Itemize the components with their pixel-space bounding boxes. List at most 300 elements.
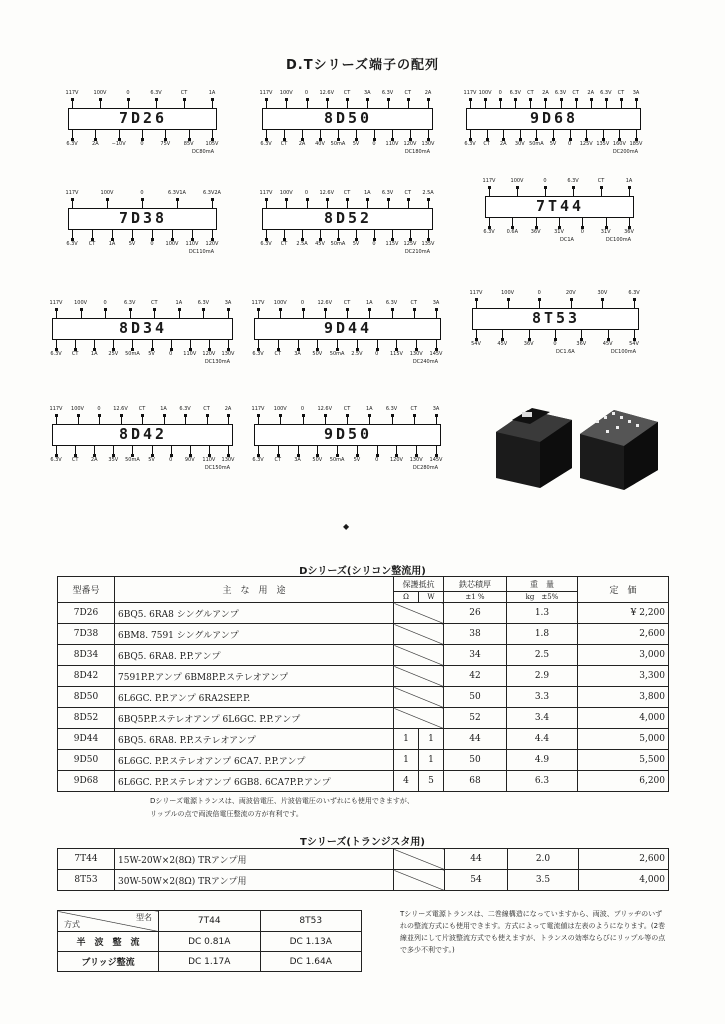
bottom-terminal-label: 35V xyxy=(108,457,119,463)
terminal-dot xyxy=(94,138,97,141)
bridge-8t53: DC 1.64A xyxy=(260,952,362,972)
top-terminal-label: 100V xyxy=(71,406,84,412)
terminal-dot xyxy=(71,98,74,101)
top-terminal-label: CT xyxy=(203,406,210,412)
diagram-7T44 xyxy=(482,176,635,246)
terminal-dot xyxy=(620,98,623,101)
top-terminal-label: 100V xyxy=(279,190,293,196)
terminal-dot xyxy=(535,138,538,141)
cell-model: 9D44 xyxy=(58,729,115,750)
bottom-terminal-label: 6.3V xyxy=(464,141,476,147)
terminal-dot xyxy=(435,454,438,457)
dc-rating: DC80mA xyxy=(192,149,214,155)
cell-model: 8D50 xyxy=(58,687,115,708)
corner-top: 型名 xyxy=(136,913,152,922)
top-terminal-label: 1A xyxy=(625,178,633,184)
terminal-dot xyxy=(99,98,102,101)
cell-price: 3,800 xyxy=(578,687,669,708)
cell-core: 50 xyxy=(444,687,507,708)
terminal-dot xyxy=(120,414,123,417)
cell-watt: 1 xyxy=(419,729,444,750)
bottom-terminal-label: 6.3V xyxy=(66,141,78,147)
bottom-terminal-label: CT xyxy=(274,457,282,463)
top-terminal-label: 0 xyxy=(140,190,144,196)
top-terminal-label: 2A xyxy=(224,406,232,412)
terminal-dot xyxy=(178,308,181,311)
bottom-terminal-label: 0 xyxy=(580,229,584,235)
terminal-dot xyxy=(279,414,282,417)
terminal-dot xyxy=(118,138,121,141)
terminal-dot xyxy=(544,98,547,101)
terminal-dot xyxy=(141,198,144,201)
cell-price: 5,000 xyxy=(578,729,669,750)
bridge-7t44: DC 1.17A xyxy=(159,952,261,972)
bottom-terminal-label: 105V xyxy=(205,141,219,147)
row-half-wave: 半 波 整 流 xyxy=(58,932,159,952)
terminal-dot xyxy=(326,198,329,201)
cell-weight: 4.9 xyxy=(507,750,578,771)
cell-core: 42 xyxy=(444,666,507,687)
cell-price: 2,600 xyxy=(579,849,669,870)
bottom-terminal-label: 160V xyxy=(612,141,626,147)
bottom-terminal-label: 5V xyxy=(352,141,360,147)
diagram-9D68 xyxy=(463,88,643,158)
bottom-terminal-label: 115V xyxy=(389,351,403,357)
top-terminal-label: 3A xyxy=(224,300,232,306)
diagram-8D42 xyxy=(49,404,235,474)
cell-ohm: 1 xyxy=(394,729,419,750)
terminal-dot xyxy=(202,308,205,311)
cell-model: 8T53 xyxy=(58,870,115,891)
bottom-terminal-label: CT xyxy=(280,241,288,247)
terminal-dot xyxy=(151,348,154,351)
top-terminal-label: CT xyxy=(572,90,579,96)
cell-protection-none xyxy=(394,624,444,645)
bottom-terminal-label: 31V xyxy=(554,229,564,235)
cell-weight: 2.9 xyxy=(507,666,578,687)
table-row xyxy=(58,729,669,750)
th-weight: 重 量 xyxy=(507,577,578,592)
top-terminal-label: CT xyxy=(343,300,351,306)
terminal-dot xyxy=(628,226,631,229)
bottom-terminal-label: 50mA xyxy=(125,457,140,463)
terminal-dot xyxy=(407,198,410,201)
row-bridge: ブリッジ整流 xyxy=(58,952,159,972)
diagram-name: 9D44 xyxy=(323,319,373,337)
cell-model: 8D42 xyxy=(58,666,115,687)
cell-weight: 4.4 xyxy=(507,729,578,750)
terminal-dot xyxy=(569,138,572,141)
th-protection: 保護抵抗 xyxy=(394,577,444,592)
terminal-dot xyxy=(391,238,394,241)
bottom-terminal-label: CT xyxy=(483,141,490,147)
terminal-dot xyxy=(635,98,638,101)
terminal-dot xyxy=(572,186,575,189)
diagram-name: 9D50 xyxy=(323,425,373,443)
th-use: 主 な 用 途 xyxy=(115,577,394,603)
terminal-dot xyxy=(488,186,491,189)
top-terminal-label: 12.6V xyxy=(319,90,335,96)
ornament-mark: ◆ xyxy=(343,522,350,531)
terminal-dot xyxy=(91,238,94,241)
terminal-dot xyxy=(469,98,472,101)
terminal-dot xyxy=(346,98,349,101)
top-terminal-label: 100V xyxy=(510,178,524,184)
bottom-terminal-label: CT xyxy=(88,241,96,247)
terminal-dot xyxy=(191,238,194,241)
diagram-name: 8D42 xyxy=(118,425,168,443)
cell-watt: 1 xyxy=(419,750,444,771)
cell-ohm: 4 xyxy=(394,771,419,792)
top-terminal-label: 3A xyxy=(432,300,440,306)
top-terminal-label: 0 xyxy=(498,90,502,96)
d-note-line2: リップルの点で両波倍電圧整流の方が有利です。 xyxy=(150,810,303,818)
top-terminal-label: 6.3V1A xyxy=(168,190,186,196)
cell-use: 6BQ5. 6RA8. P.P.ステレオアンプ xyxy=(115,729,394,750)
terminal-dot xyxy=(98,414,101,417)
bottom-terminal-label: 145V xyxy=(429,457,443,463)
top-terminal-label: 100V xyxy=(501,290,515,296)
terminal-dot xyxy=(409,238,412,241)
terminal-dot xyxy=(336,454,339,457)
dc-rating: DC180mA xyxy=(404,149,430,155)
top-terminal-label: 117V xyxy=(251,300,265,306)
bottom-terminal-label: 6.3V xyxy=(260,141,272,147)
terminal-dot xyxy=(366,198,369,201)
terminal-dot xyxy=(336,348,339,351)
terminal-dot xyxy=(544,186,547,189)
terminal-dot xyxy=(227,454,230,457)
t-series-table xyxy=(57,848,669,891)
bottom-terminal-label: 6.3V xyxy=(252,351,264,357)
terminal-dot xyxy=(435,414,438,417)
terminal-dot xyxy=(368,414,371,417)
table-row xyxy=(58,645,669,666)
terminal-dot xyxy=(356,348,359,351)
th-core-tol: ±1 % xyxy=(444,592,507,603)
top-terminal-label: 3A xyxy=(432,406,440,412)
terminal-dot xyxy=(155,98,158,101)
terminal-dot xyxy=(112,454,115,457)
terminal-dot xyxy=(208,454,211,457)
terminal-dot xyxy=(516,186,519,189)
cell-model: 7T44 xyxy=(58,849,115,870)
bottom-terminal-label: 30V xyxy=(514,141,525,147)
cell-core: 44 xyxy=(444,729,507,750)
diagram-name: 8D52 xyxy=(323,209,373,227)
top-terminal-label: CT xyxy=(404,90,412,96)
top-terminal-label: 3A xyxy=(363,90,371,96)
cell-core: 38 xyxy=(444,624,507,645)
cell-price: 4,000 xyxy=(578,708,669,729)
top-terminal-label: CT xyxy=(410,406,418,412)
cell-core: 34 xyxy=(444,645,507,666)
bottom-terminal-label: 130V xyxy=(221,457,235,463)
bottom-terminal-label: 6.3V xyxy=(66,241,78,247)
terminal-dot xyxy=(511,226,514,229)
terminal-dot xyxy=(104,308,107,311)
bottom-terminal-label: 90V xyxy=(184,457,195,463)
top-terminal-label: 117V xyxy=(463,90,477,96)
bottom-terminal-label: 120V xyxy=(389,457,403,463)
bottom-terminal-label: 6.3V xyxy=(260,241,272,247)
terminal-dot xyxy=(171,238,174,241)
terminal-dot xyxy=(488,226,491,229)
cell-weight: 3.3 xyxy=(507,687,578,708)
bottom-terminal-label: 5V xyxy=(549,141,557,147)
cell-protection-none xyxy=(394,666,444,687)
terminal-dot xyxy=(227,348,230,351)
top-terminal-label: 6.3V xyxy=(381,190,394,196)
bottom-terminal-label: 130V xyxy=(421,141,435,147)
bottom-terminal-label: 5V xyxy=(148,351,155,357)
top-terminal-label: 0 xyxy=(103,300,107,306)
terminal-dot xyxy=(80,308,83,311)
top-terminal-label: 6.3V2A xyxy=(203,190,221,196)
table-row xyxy=(58,708,669,729)
terminal-dot xyxy=(346,308,349,311)
top-terminal-label: 117V xyxy=(49,406,63,412)
top-terminal-label: 6.3V xyxy=(197,300,210,306)
terminal-dot xyxy=(319,138,322,141)
bottom-terminal-label: 0 xyxy=(372,141,376,147)
terminal-dot xyxy=(605,98,608,101)
bottom-terminal-label: 110V xyxy=(185,241,199,247)
terminal-dot xyxy=(55,414,58,417)
th-model: 型番号 xyxy=(58,577,115,603)
bottom-terminal-label: CT xyxy=(71,351,79,357)
t-series-note: Tシリーズ電源トランスは、二巻線構造になっていますから、両波、ブリッヂのいずれの整流方式にも使用できます。方式によって電流値は左表のようになります。(2巻線並列にして片波整流方式でも使えますが、トランスの効率ならびにリップル等の点で多少不利です。) xyxy=(400,910,666,954)
cell-use: 6BM8. 7591 シングルアンプ xyxy=(115,624,394,645)
corner-bottom: 方式 xyxy=(64,920,80,929)
terminal-dot xyxy=(93,454,96,457)
bottom-terminal-label: 1A xyxy=(108,241,116,247)
terminal-dot xyxy=(427,138,430,141)
bottom-terminal-label: 125V xyxy=(579,141,593,147)
terminal-dot xyxy=(356,454,359,457)
terminal-dot xyxy=(324,414,327,417)
terminal-dot xyxy=(415,348,418,351)
bottom-terminal-label: CT xyxy=(274,351,282,357)
dc-rating: DC100mA xyxy=(610,349,636,355)
diagram-7D26 xyxy=(65,88,219,158)
dc-rating: DC150mA xyxy=(204,465,230,471)
d-note-line1: Dシリーズ電源トランスは、両波倍電圧、片波倍電圧のいずれにも使用できますが、 xyxy=(150,797,414,805)
top-terminal-label: 1A xyxy=(365,300,373,306)
terminal-dot xyxy=(391,414,394,417)
bottom-terminal-label: 50V xyxy=(312,457,323,463)
cell-use: 6BQ5P.P.ステレオアンプ 6L6GC. P.P.アンプ xyxy=(115,708,394,729)
terminal-dot xyxy=(395,454,398,457)
d-series-table xyxy=(57,576,669,792)
bottom-terminal-label: 3A xyxy=(294,457,301,463)
terminal-dot xyxy=(427,238,430,241)
page-title: D.Tシリーズ端子の配列 xyxy=(286,58,439,73)
bottom-terminal-label: 120V xyxy=(205,241,219,247)
bottom-terminal-label: 50mA xyxy=(125,351,140,357)
top-terminal-label: CT xyxy=(404,190,412,196)
bottom-terminal-label: 1A xyxy=(90,351,98,357)
col-8t53: 8T53 xyxy=(260,911,362,932)
terminal-dot xyxy=(302,414,305,417)
bottom-terminal-label: 50mA xyxy=(529,141,544,147)
terminal-dot xyxy=(301,138,304,141)
terminal-dot xyxy=(131,238,134,241)
terminal-dot xyxy=(366,98,369,101)
cell-weight: 1.3 xyxy=(507,603,578,624)
top-terminal-label: 100V xyxy=(273,300,287,306)
bottom-terminal-label: 0 xyxy=(553,341,557,347)
bottom-terminal-label: 5V xyxy=(352,241,360,247)
terminal-dot xyxy=(601,298,604,301)
terminal-dot xyxy=(618,138,621,141)
bottom-terminal-label: CT xyxy=(71,457,79,463)
bottom-terminal-label: 36V xyxy=(523,341,534,347)
terminal-dot xyxy=(575,98,578,101)
bottom-terminal-label: 36V xyxy=(576,341,587,347)
terminal-dot xyxy=(265,238,268,241)
terminal-dot xyxy=(607,338,610,341)
terminal-dot xyxy=(297,348,300,351)
terminal-dot xyxy=(590,98,593,101)
rectification-method-table xyxy=(57,910,362,972)
cell-core: 44 xyxy=(445,849,508,870)
diagram-8D52 xyxy=(259,188,435,258)
bottom-terminal-label: 0 xyxy=(150,241,154,247)
top-terminal-label: 30V xyxy=(597,290,608,296)
top-terminal-label: 6.3V xyxy=(385,300,398,306)
terminal-dot xyxy=(552,138,555,141)
terminal-dot xyxy=(306,198,309,201)
terminal-dot xyxy=(316,348,319,351)
terminal-dot xyxy=(413,414,416,417)
terminal-dot xyxy=(337,238,340,241)
table-row xyxy=(58,849,669,870)
cell-price: 5,500 xyxy=(578,750,669,771)
bottom-terminal-label: 45V xyxy=(315,241,325,247)
cell-weight: 2.5 xyxy=(507,645,578,666)
terminal-dot xyxy=(395,348,398,351)
terminal-dot xyxy=(189,348,192,351)
terminal-dot xyxy=(535,226,538,229)
bottom-terminal-label: 5V xyxy=(148,457,155,463)
top-terminal-label: 117V xyxy=(259,90,273,96)
top-terminal-label: CT xyxy=(151,300,158,306)
terminal-dot xyxy=(285,198,288,201)
terminal-dot xyxy=(71,138,74,141)
diagram-8T53 xyxy=(469,288,640,358)
bottom-terminal-label: 3A xyxy=(294,351,301,357)
bottom-terminal-label: 36V xyxy=(530,229,541,235)
top-terminal-label: 0 xyxy=(304,90,309,96)
cell-core: 68 xyxy=(444,771,507,792)
table-row xyxy=(58,750,669,771)
terminal-dot xyxy=(558,226,561,229)
diagram-name: 9D68 xyxy=(529,109,579,127)
terminal-dot xyxy=(376,348,379,351)
terminal-dot xyxy=(111,238,114,241)
terminal-dot xyxy=(633,338,636,341)
terminal-dot xyxy=(211,198,214,201)
diagram-9D50 xyxy=(251,404,443,474)
cell-weight: 1.8 xyxy=(507,624,578,645)
terminal-dot xyxy=(112,348,115,351)
terminal-dot xyxy=(170,454,173,457)
table-row xyxy=(58,687,669,708)
cell-price: 3,300 xyxy=(578,666,669,687)
bottom-terminal-label: 100V xyxy=(165,241,179,247)
diagram-name: 8D34 xyxy=(118,319,168,337)
terminal-dot xyxy=(164,138,167,141)
bottom-terminal-label: 2A xyxy=(92,141,99,147)
terminal-dot xyxy=(373,138,376,141)
diagram-name: 8D50 xyxy=(323,109,373,127)
bottom-terminal-label: 135V xyxy=(421,241,435,247)
terminal-dot xyxy=(387,198,390,201)
bottom-terminal-label: 125V xyxy=(403,241,417,247)
top-terminal-label: 3A xyxy=(632,90,640,96)
bottom-terminal-label: 45V xyxy=(497,341,508,347)
cell-use: 6L6GC. P.P.ステレオアンプ 6GB8. 6CA7P.P.アンプ xyxy=(115,771,394,792)
top-terminal-label: 6.3V xyxy=(567,178,579,184)
terminal-dot xyxy=(257,414,260,417)
bottom-terminal-label: 54V xyxy=(471,341,481,347)
diagram-name: 7T44 xyxy=(535,197,585,215)
top-terminal-label: 0 xyxy=(300,406,305,412)
terminal-dot xyxy=(265,98,268,101)
bottom-terminal-label: 110V xyxy=(202,457,216,463)
top-terminal-label: 117V xyxy=(469,290,483,296)
terminal-dot xyxy=(435,308,438,311)
terminal-dot xyxy=(265,138,268,141)
terminal-dot xyxy=(279,308,282,311)
terminal-dot xyxy=(529,98,532,101)
top-terminal-label: 100V xyxy=(100,190,114,196)
terminal-dot xyxy=(129,308,132,311)
cell-model: 7D38 xyxy=(58,624,115,645)
bottom-terminal-label: 2A xyxy=(90,457,98,463)
cell-use: 30W-50W×2(8Ω) TRアンプ用 xyxy=(115,870,394,891)
terminal-dot xyxy=(316,454,319,457)
cell-price: ¥ 2,200 xyxy=(578,603,669,624)
terminal-dot xyxy=(319,238,322,241)
t-series-heading: Tシリーズ(トランジスタ用) xyxy=(300,837,425,848)
terminal-dot xyxy=(499,98,502,101)
top-terminal-label: 1A xyxy=(208,90,216,96)
terminal-dot xyxy=(141,138,144,141)
top-terminal-label: 6.3V xyxy=(628,290,640,296)
terminal-dot xyxy=(427,198,430,201)
terminal-dot xyxy=(435,348,438,351)
terminal-dot xyxy=(580,338,583,341)
diagram-name: 7D38 xyxy=(118,209,168,227)
bottom-terminal-label: 6.3V xyxy=(483,229,495,235)
cell-protection-none xyxy=(394,603,444,624)
th-core: 鉄芯積厚 xyxy=(444,577,507,592)
terminal-dot xyxy=(277,348,280,351)
diagram-name: 7D26 xyxy=(118,109,168,127)
terminal-dot xyxy=(55,454,58,457)
bottom-terminal-label: 0 xyxy=(372,241,376,247)
top-terminal-label: 1A xyxy=(160,406,167,412)
half-wave-7t44: DC 0.81A xyxy=(159,932,261,952)
top-terminal-label: 100V xyxy=(273,406,287,412)
cell-use: 6L6GC. P.P.ステレオアンプ 6CA7. P.P.アンプ xyxy=(115,750,394,771)
cell-use: 6L6GC. P.P.アンプ 6RA2SEP.P. xyxy=(115,687,394,708)
terminal-dot xyxy=(519,138,522,141)
terminal-dot xyxy=(391,138,394,141)
cell-model: 8D52 xyxy=(58,708,115,729)
